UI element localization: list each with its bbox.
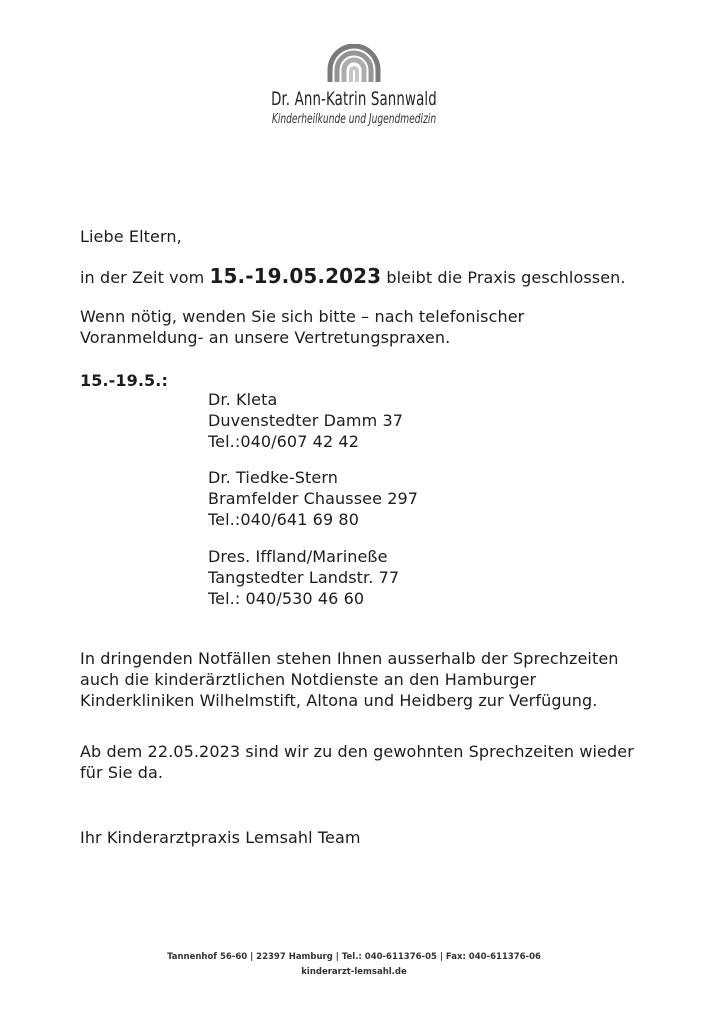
emergency-notice [80, 648, 680, 711]
substitute-intro [80, 306, 680, 348]
rainbow-arc-inner [351, 68, 357, 82]
practice-logo [0, 44, 708, 127]
emergency-line: Kinderkliniken Wilhelmstift, Altona und Heidberg zur Verfügung. [80, 691, 598, 710]
emergency-line: In dringenden Notfällen stehen Ihnen ausserhalb der Sprechzeiten [80, 649, 619, 668]
return-notice [80, 741, 680, 783]
closure-prefix: in der Zeit vom [80, 268, 210, 287]
greeting: Liebe Eltern, [80, 227, 182, 246]
substitute-intro-line: Voranmeldung- an unsere Vertretungspraxen. [80, 328, 451, 347]
closure-dates: 15.-19.05.2023 [209, 264, 382, 288]
period-label: 15.-19.5.: [80, 371, 168, 390]
substitute-name: Dr. Kleta [208, 390, 278, 409]
substitute-practice [208, 389, 403, 452]
specialty: Kinderheilkunde und Jugendmedizin [271, 112, 437, 127]
footer [0, 950, 708, 980]
substitute-phone: Tel.:040/641 69 80 [208, 510, 359, 529]
return-line: für Sie da. [80, 763, 164, 782]
emergency-line: auch die kinderärztlichen Notdienste an den Hamburger [80, 670, 537, 689]
closure-suffix: bleibt die Praxis geschlossen. [381, 268, 626, 287]
rainbow-logo-icon [326, 44, 382, 82]
doctor-name: Dr. Ann-Katrin Sannwald [271, 88, 437, 110]
footer-website: kinderarzt-lemsahl.de [301, 967, 407, 977]
substitute-phone: Tel.: 040/530 46 60 [208, 589, 365, 608]
substitute-phone: Tel.:040/607 42 42 [208, 432, 359, 451]
substitute-name: Dres. Iffland/Marineße [208, 547, 388, 566]
closure-notice [80, 263, 680, 291]
signature: Ihr Kinderarztpraxis Lemsahl Team [80, 828, 361, 847]
substitute-name: Dr. Tiedke-Stern [208, 468, 338, 487]
substitute-street: Bramfelder Chaussee 297 [208, 489, 419, 508]
substitute-practice [208, 546, 399, 609]
return-line: Ab dem 22.05.2023 sind wir zu den gewohnten Sprechzeiten wieder [80, 742, 634, 761]
footer-address: Tannenhof 56-60 | 22397 Hamburg | Tel.: 040-611376-05 | Fax: 040-611376-06 [167, 952, 541, 962]
rainbow-arc-3 [344, 60, 364, 82]
substitute-intro-line: Wenn nötig, wenden Sie sich bitte – nach telefonischer [80, 307, 525, 326]
substitute-practice [208, 467, 418, 530]
substitute-street: Tangstedter Landstr. 77 [208, 568, 400, 587]
substitute-street: Duvenstedter Damm 37 [208, 411, 404, 430]
